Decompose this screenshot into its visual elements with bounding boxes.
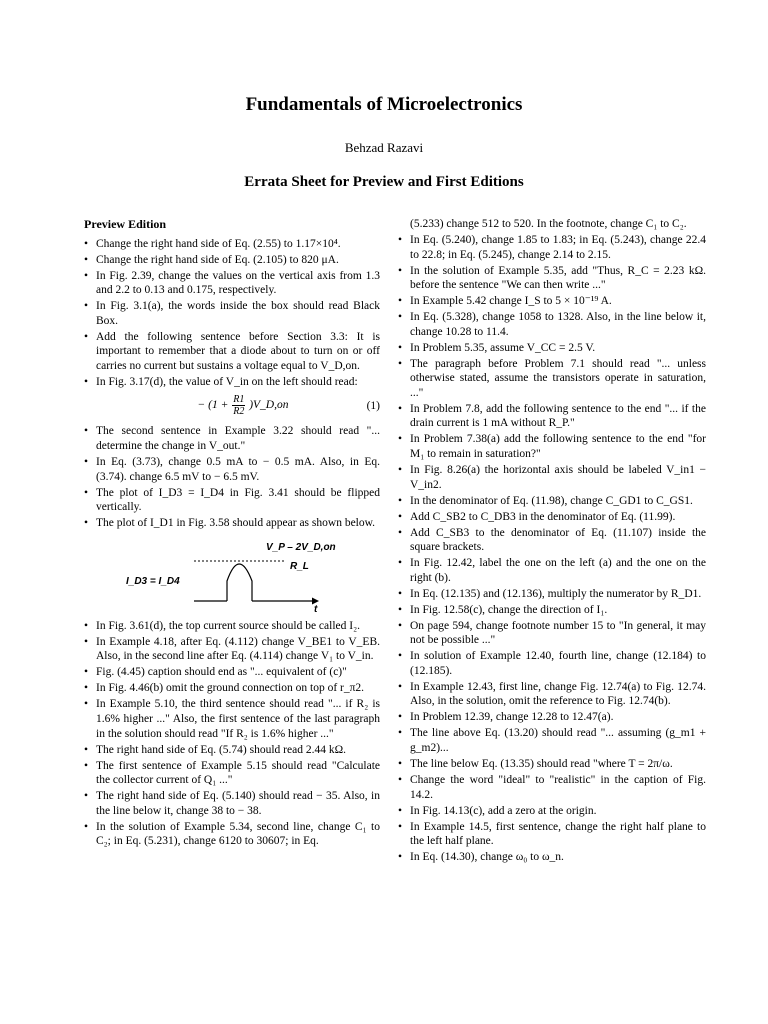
section-heading: Preview Edition	[84, 217, 167, 231]
errata-item: • The plot of I_D1 in Fig. 3.58 should appear as shown below.	[84, 516, 380, 531]
errata-item: • In Example 12.43, first line, change Fig. 12.74(a) to Fig. 12.74. Also, in the solution, omit the reference to Fig. 12.74(b).	[398, 680, 706, 709]
errata-item: • In Eq. (12.135) and (12.136), multiply the numerator by R_D1.	[398, 587, 706, 602]
errata-item: • In Fig. 2.39, change the values on the vertical axis from 1.3 and 2.2 to 0.13 and 0.175, respectively.	[84, 269, 380, 298]
equation-1	[96, 394, 380, 417]
errata-item: • The right hand side of Eq. (5.74) should read 2.44 kΩ.	[84, 743, 380, 758]
current-plot-figure	[96, 533, 380, 613]
errata-item: • Add C_SB3 to the denominator of Eq. (11.107) inside the square brackets.	[398, 526, 706, 555]
errata-item: • Change the right hand side of Eq. (2.105) to 820 μA.	[84, 253, 380, 268]
figure-label-t: t	[314, 603, 318, 615]
errata-item: • The line below Eq. (13.35) should read "where T = 2π/ω.	[398, 757, 706, 772]
figure-label-top: V_P – 2V_D,on	[266, 541, 336, 553]
errata-item: • In Example 5.42 change I_S to 5 × 10⁻¹⁹ A.	[398, 294, 706, 309]
errata-item: • In Fig. 12.58(c), change the direction of I₁.	[398, 603, 706, 618]
errata-item: • In Eq. (3.73), change 0.5 mA to − 0.5 mA. Also, in Eq. (3.74). change 6.5 mV to − 6.5 mV.	[84, 455, 380, 484]
errata-list-b	[84, 424, 380, 530]
current-plot-drawing	[96, 533, 380, 613]
errata-item: • The first sentence of Example 5.15 should read "Calculate the collector current of Q₁ ..."	[84, 759, 380, 788]
author-name: Behzad Razavi	[344, 140, 424, 155]
errata-item: • In Problem 7.38(a) add the following sentence to the end "for M₁ to remain in saturation?"	[398, 432, 706, 461]
errata-item: • In the solution of Example 5.35, add "Thus, R_C = 2.23 kΩ. before the sentence "We can then write ..."	[398, 264, 706, 293]
errata-item: • In Example 4.18, after Eq. (4.112) change V_BE1 to V_EB. Also, in the second line after Eq. (4.114) change V₁ to V_in.	[84, 635, 380, 664]
errata-item: • The plot of I_D3 = I_D4 in Fig. 3.41 should be flipped vertically.	[84, 486, 380, 515]
errata-item: • In Eq. (5.240), change 1.85 to 1.83; in Eq. (5.243), change 22.4 to 22.8; in Eq. (5.245), change 2.14 to 2.15.	[398, 233, 706, 262]
errata-item: • In Fig. 14.13(c), add a zero at the origin.	[398, 804, 706, 819]
errata-list-a	[84, 237, 380, 390]
errata-item: • The right hand side of Eq. (5.140) should read − 35. Also, in the line below it, change 38 to − 38.	[84, 789, 380, 818]
errata-item: • In Problem 7.8, add the following sentence to the end "... if the drain current is 1 mA without R_P."	[398, 402, 706, 431]
errata-item: • In Fig. 12.42, label the one on the left (a) and the one on the right (b).	[398, 556, 706, 585]
equation-expression	[96, 394, 356, 417]
errata-item: • In the solution of Example 5.34, second line, change C₁ to C₂; in Eq. (5.231), change 6120 to 30607; in Eq.	[84, 820, 380, 849]
errata-item: • In Fig. 4.46(b) omit the ground connection on top of r_π2.	[84, 681, 380, 696]
errata-item: • Add the following sentence before Section 3.3: It is important to remember that a diode about to turn on or off carries no current but sustains a voltage equal to V_D,on.	[84, 330, 380, 374]
figure-label-rl: R_L	[290, 560, 309, 572]
errata-item: • Fig. (4.45) caption should end as "... equivalent of (c)"	[84, 665, 380, 680]
errata-list-c	[84, 619, 380, 849]
errata-item: • Add C_SB2 to C_DB3 in the denominator of Eq. (11.99).	[398, 510, 706, 525]
errata-item: • The second sentence in Example 3.22 should read "... determine the change in V_out."	[84, 424, 380, 453]
continued-item: (5.233) change 512 to 520. In the footnote, change C₁ to C₂.	[410, 218, 687, 230]
errata-item: • On page 594, change footnote number 15 to "In general, it may not be possible ..."	[398, 619, 706, 648]
errata-item: • In the denominator of Eq. (11.98), change C_GD1 to C_GS1.	[398, 494, 706, 509]
errata-item: • Change the right hand side of Eq. (2.55) to 1.17×10⁴.	[84, 237, 380, 252]
figure-label-y: I_D3 = I_D4	[126, 575, 180, 587]
errata-list-right	[398, 217, 706, 865]
right-column	[398, 217, 706, 866]
equation-denominator: R2	[233, 406, 245, 418]
errata-item: • The line above Eq. (13.20) should read "... assuming (g_m1 + g_m2)...	[398, 726, 706, 755]
equation-fraction	[232, 394, 245, 417]
errata-item: • In Eq. (5.328), change 1058 to 1328. Also, in the line below it, change 10.28 to 11.4.	[398, 310, 706, 339]
errata-item: • In Problem 12.39, change 12.28 to 12.47(a).	[398, 710, 706, 725]
errata-item: • In Problem 5.35, assume V_CC = 2.5 V.	[398, 341, 706, 356]
document-title: Fundamentals of Microelectronics	[245, 94, 523, 115]
errata-item: • In Example 5.10, the third sentence should read "... if R₂ is 1.6% higher ..." Also, the first sentence of the last paragraph in the solution should read "If R₂ is 1.6% higher ..."	[84, 697, 380, 741]
errata-item: • In Eq. (14.30), change ω₀ to ω_n.	[398, 850, 706, 865]
left-column	[84, 217, 380, 850]
errata-item: • In solution of Example 12.40, fourth line, change (12.184) to (12.185).	[398, 649, 706, 678]
document-subtitle: Errata Sheet for Preview and First Editions	[244, 174, 524, 190]
errata-item: • The paragraph before Problem 7.1 should read "... unless otherwise stated, assume the transistors operate in saturation, ..."	[398, 357, 706, 401]
errata-item: • In Fig. 3.17(d), the value of V_in on the left should read:	[84, 375, 380, 390]
errata-item: • Change the word "ideal" to "realistic" in the caption of Fig. 14.2.	[398, 773, 706, 802]
errata-item: • In Fig. 3.61(d), the top current source should be called I₂.	[84, 619, 380, 634]
errata-item: • In Fig. 3.1(a), the words inside the box should read Black Box.	[84, 299, 380, 328]
equation-numerator: R1	[233, 394, 245, 406]
equation-suffix: )V_D,on	[249, 399, 289, 412]
errata-item: • In Fig. 8.26(a) the horizontal axis should be labeled V_in1 − V_in2.	[398, 463, 706, 492]
equation-number: (1)	[366, 399, 380, 412]
errata-item: • In Example 14.5, first sentence, change the right half plane to the left half plane.	[398, 820, 706, 849]
equation-prefix: − (1 +	[197, 399, 229, 412]
